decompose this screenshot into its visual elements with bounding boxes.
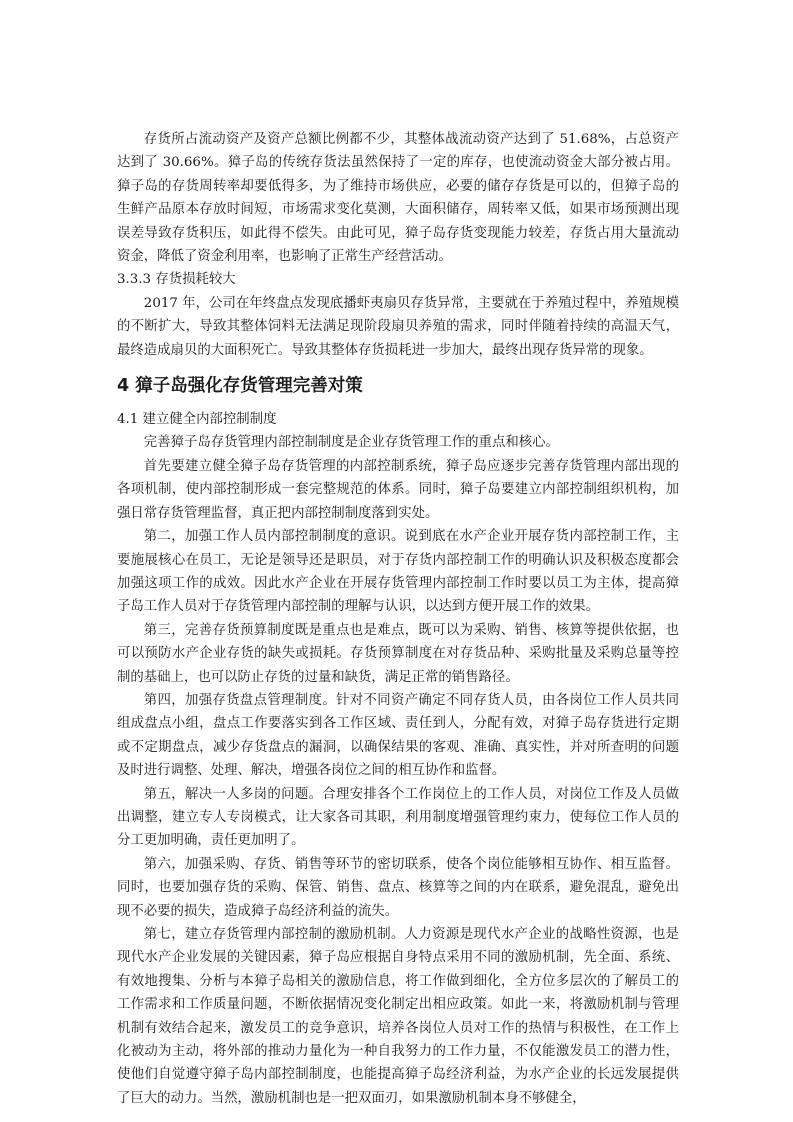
paragraph-seventh: 第七，建立存货管理内部控制的激励机制。人力资源是现代水产企业的战略性资源，也是现代水产企业发展的关键因素，獐子岛应根据自身特点采用不同的激励机制，先全面、系统、有效地搜集、分析与本獐子岛相关的激励信息，将工作做到细化，全方位多层次的了解员工的工作需求和工作质量问题，不断依据情况变化制定出相应政策。如此一来，将激励机制与管理机制有效结合起来，激发员工的竞争意识，培养各岗位人员对工作的热情与积极性，在工作上化被动为主动，将外部的推动力量化为一种自我努力的工作力量，不仅能激发员工的潜力性，使他们自觉遵守獐子岛内部控制制度，也能提高獐子岛经济利益，为水产企业的长远发展提供了巨大的动力。当然，激励机制也是一把双面刃，如果激励机制本身不够健全， (117, 927, 679, 1106)
paragraph-second: 第二，加强工作人员内部控制制度的意识。说到底在水产企业开展存货内部控制工作，主要施展核心在员工，无论是领导还是职员，对于存货内部控制工作的明确认识及积极态度都会加强这项工作的成效。因此水产企业在开展存货管理内部控制工作时要以员工为主体，提高獐子岛工作人员对于存货管理内部控制的理解与认识，以达到方便开展工作的效果。 (117, 529, 679, 615)
paragraph-sixth: 第六，加强采购、存货、销售等环节的密切联系，使各个岗位能够相互协作、相互监督。同时，也要加强存货的采购、保管、销售、盘点、核算等之间的内在联系，避免混乱，避免出现不必要的损失，造成獐子岛经济利益的流失。 (117, 856, 679, 919)
subsection-heading-4-1: 4.1 建立健全内部控制制度 (117, 412, 277, 428)
subsection-heading-3-3-3: 3.3.3 存货损耗较大 (117, 272, 236, 288)
document-page (117, 128, 679, 1110)
paragraph-third: 第三，完善存货预算制度既是重点也是难点，既可以为采购、销售、核算等提供依据，也可以预防水产企业存货的缺失或损耗。存货预算制度在对存货品种、采购批量及采购总量等控制的基础上，也可以防止存货的过量和缺货，满足正常的销售路径。 (117, 622, 679, 685)
paragraph-first: 首先要建立健全獐子岛存货管理的内部控制系统，獐子岛应逐步完善存货管理内部出现的各项机制，使内部控制形成一套完整规范的体系。同时，獐子岛要建立内部控制组织机构，加强日常存货管理监督，真正把内部控制制度落到实处。 (117, 458, 679, 521)
chapter-4-heading: 4 獐子岛强化存货管理完善对策 (117, 376, 363, 397)
paragraph-intro: 完善獐子岛存货管理内部控制制度是企业存货管理工作的重点和核心。 (143, 435, 559, 451)
paragraph-fourth: 第四，加强存货盘点管理制度。针对不同资产确定不同存货人员，由各岗位工作人员共同组成盘点小组，盘点工作要落实到各工作区域、责任到人，分配有效，对獐子岛存货进行定期或不定期盘点，减少存货盘点的漏洞，以确保结果的客观、准确、真实性，并对所查明的问题及时进行调整、处理、解决，增强各岗位之间的相互协作和监督。 (117, 692, 679, 779)
paragraph-2017-loss: 2017 年，公司在年终盘点发现底播虾夷扇贝存货异常，主要就在于养殖过程中，养殖规模的不断扩大，导致其整体饲料无法满足现阶段扇贝养殖的需求，同时伴随着持续的高温天气，最终造成扇贝的大面积死亡。导致其整体存货损耗进一步加大，最终出现存货异常的现象。 (117, 295, 679, 358)
paragraph-fifth: 第五，解决一人多岗的问题。合理安排各个工作岗位上的工作人员，对岗位工作及人员做出调整，建立专人专岗模式，让大家各司其职，利用制度增强管理约束力，使每位工作人员的分工更加明确，责任更加明了。 (117, 786, 679, 849)
paragraph-inventory-share: 存货所占流动资产及资产总额比例都不少，其整体战流动资产达到了 51.68%，占总资产达到了 30.66%。獐子岛的传统存货法虽然保持了一定的库存，也使流动资金大部分被占用。獐子岛的存货周转率却要低得多，为了维持市场供应，必要的储存存货是可以的，但獐子岛的生鲜产品原本存放时间短，市场需求变化莫测，大面积储存，周转率又低，如果市场预测出现误差导致存货积压，如此得不偿失。由此可见，獐子岛存货变现能力较差，存货占用大量流动资金，降低了资金利用率，也影响了正常生产经营活动。 (117, 132, 679, 265)
